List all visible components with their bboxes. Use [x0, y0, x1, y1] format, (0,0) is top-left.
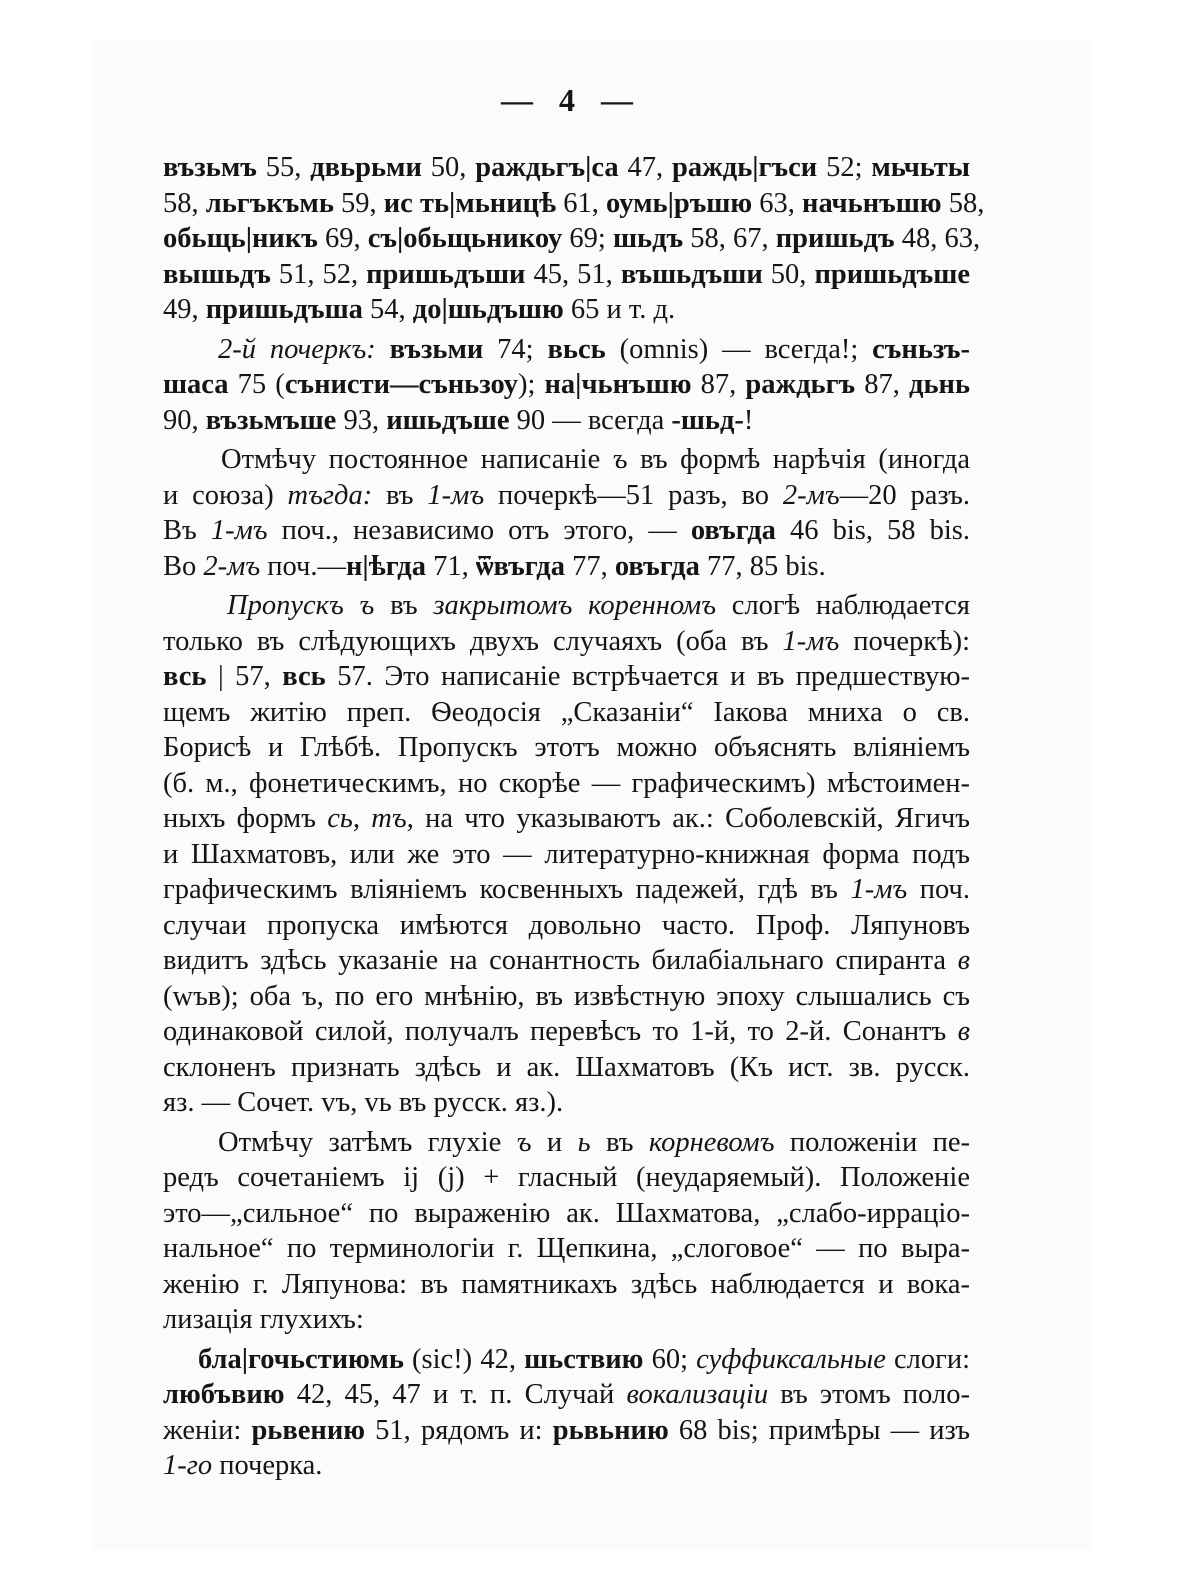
text-segment: только въ слѣдующихъ двухъ случаяхъ (оба въ: [163, 625, 783, 657]
slavonic-word: шьдъ: [612, 223, 684, 254]
text-line: [163, 478, 970, 514]
italic-text: в: [957, 1016, 970, 1047]
text-segment: 45, 51,: [525, 258, 621, 290]
slavonic-word: сънисти—съньзоу: [284, 369, 518, 400]
text-line: [163, 1377, 970, 1413]
text-segment: одинаковой силой, получалъ перевѣсъ то 1-й, то 2-й. Сонантъ: [163, 1016, 958, 1047]
text-segment: 90 — всегда: [509, 404, 672, 436]
text-segment: 46 bis, 58 bis.: [775, 515, 970, 546]
text-segment: 50,: [762, 258, 815, 290]
text-line: [163, 186, 985, 222]
slavonic-word: любъвию: [163, 1379, 285, 1410]
text-segment: поч.—: [260, 550, 346, 582]
slavonic-word: пришьдъше: [814, 258, 971, 290]
text-line: [163, 221, 981, 257]
italic-text: в: [957, 945, 970, 976]
text-segment: 68 bis; примѣры — изъ: [668, 1414, 970, 1446]
text-segment: 51, 52,: [270, 258, 367, 290]
text-line: [163, 367, 970, 403]
italic-text: сь, тъ,: [327, 803, 414, 834]
text-segment: 49,: [163, 294, 206, 325]
text-segment: 60;: [643, 1343, 697, 1375]
italic-text: 1-мъ: [782, 625, 840, 657]
text-segment: женіи:: [163, 1414, 252, 1446]
text-segment: 48, 63,: [894, 223, 981, 254]
text-segment: случаи пропуска имѣются довольно часто. Проф. Ляпуновъ: [163, 909, 970, 941]
text-segment: щемъ житію преп. Ѳеодосія „Сказаніи“ Іакова мниха о св.: [163, 696, 970, 728]
italic-text: тъгда:: [287, 479, 373, 511]
text-segment: ныхъ формъ: [163, 803, 328, 834]
text-line: [163, 1196, 970, 1232]
text-segment: 51, рядомъ и:: [365, 1414, 553, 1446]
slavonic-word: -шьд-: [671, 404, 744, 436]
text-segment: Борисѣ и Глѣбѣ. Пропускъ этотъ можно объяснять вліяніемъ: [163, 732, 970, 763]
text-segment: (omnis) — всегда!;: [605, 333, 873, 365]
slavonic-word: всь: [163, 661, 207, 692]
text-body: [163, 150, 985, 1488]
text-segment: 75 (: [228, 369, 285, 400]
slavonic-word: до|шьдъшю: [412, 294, 564, 325]
text-segment: редъ сочетаніемъ ij (j) + гласный (неударяемый). Положеніе: [163, 1162, 970, 1193]
italic-text: 2-мъ: [782, 479, 840, 511]
text-segment: въ формѣ нарѣчія (иногда: [627, 444, 970, 475]
italic-text: 1-мъ: [427, 479, 485, 511]
italic-text: закрытомъ коренномъ: [433, 590, 716, 621]
text-line: [163, 943, 970, 979]
text-segment: 50,: [421, 152, 476, 183]
text-segment: (б. м., фонетическимъ, но скорѣе — графическимъ) мѣстоимен-: [163, 767, 970, 799]
slavonic-word: овъгда: [614, 550, 700, 582]
slavonic-word: рьвьнию: [552, 1414, 669, 1446]
text-segment: въ: [372, 479, 428, 511]
text-segment: 61,: [556, 187, 607, 219]
text-segment: графическимъ вліяніемъ косвенныхъ падежей, гдѣ въ: [163, 874, 851, 905]
text-segment: 52;: [817, 152, 872, 183]
text-segment: Отмѣчу постоянное написаніе: [221, 444, 613, 475]
text-segment: и: [531, 1126, 578, 1158]
paragraph: [163, 1342, 970, 1484]
text-line: [163, 1302, 970, 1338]
text-segment: въ: [374, 590, 434, 621]
text-line: [163, 292, 970, 328]
slavonic-word: начьнъшю: [802, 187, 942, 219]
text-segment: 87,: [691, 369, 746, 400]
slavonic-word: пришьдъша: [205, 294, 363, 325]
text-segment: Въ: [163, 515, 211, 546]
slavonic-word: рьвению: [251, 1414, 366, 1446]
italic-text: 1-го: [163, 1450, 213, 1481]
paragraph: [163, 1125, 970, 1338]
text-line: [163, 1160, 970, 1196]
text-line: [163, 1413, 970, 1449]
text-segment: 58, 67,: [683, 223, 776, 254]
slavonic-word: ишьдъше: [386, 404, 510, 436]
text-segment: Во: [163, 550, 204, 582]
slavonic-word: шьствию: [524, 1343, 644, 1375]
text-segment: лизація глухихъ:: [163, 1304, 364, 1335]
text-segment: 54,: [362, 294, 413, 325]
text-line: [163, 1085, 970, 1121]
slavonic-word: съньзъ-: [872, 333, 970, 365]
page-number: — 4 —: [501, 82, 633, 118]
text-segment: (wъв); оба ъ, по его мнѣнію, въ извѣстную эпоху слышались съ: [163, 980, 970, 1012]
text-segment: и Шахматовъ, или же это — литературно-книжная форма подъ: [163, 838, 970, 870]
text-segment: | 57,: [206, 661, 283, 692]
slavonic-word: бла|гочьстиюмь: [198, 1343, 404, 1375]
text-segment: 57. Это написаніе встрѣчается и въ предшествую-: [325, 661, 970, 692]
text-segment: почеркѣ—51 разъ, во: [484, 479, 783, 511]
slavonic-word: съ|обьщьникоу: [367, 223, 563, 254]
paragraph: [163, 332, 970, 439]
slavonic-word: двьрьми: [310, 152, 422, 183]
slavonic-word: дьнь: [909, 369, 971, 400]
text-line: [163, 549, 970, 585]
text-segment: почерка.: [212, 1450, 323, 1481]
slavonic-word: възьмъше: [205, 404, 337, 436]
text-line: [163, 332, 970, 368]
text-segment: въ: [590, 1126, 649, 1158]
text-segment: на что указываютъ ак.: Соболевскій, Ягичъ: [413, 803, 970, 834]
italic-text: ъ: [612, 444, 628, 475]
slavonic-word: раждь|гъси: [672, 152, 818, 183]
text-line: [163, 695, 970, 731]
text-segment: это—„сильное“ по выраженію ак. Шахматова, „слабо-ирраціо-: [163, 1197, 970, 1229]
slavonic-word: мьчьты: [871, 152, 970, 183]
text-line: [163, 150, 970, 186]
italic-text: 2-й почеркъ:: [218, 333, 390, 365]
italic-text: корневомъ: [648, 1126, 775, 1158]
text-line: [163, 730, 970, 766]
italic-text: ъ: [516, 1126, 532, 1158]
text-segment: 59,: [333, 187, 384, 219]
text-line: [163, 1267, 970, 1303]
text-segment: слоги:: [885, 1343, 970, 1375]
slavonic-word: шаса: [163, 369, 229, 400]
italic-text: 1-мъ: [850, 874, 908, 905]
italic-text: ь: [577, 1126, 591, 1158]
text-line: [163, 908, 970, 944]
text-segment: Отмѣчу затѣмъ глухіе: [218, 1126, 517, 1158]
text-segment: 77,: [564, 550, 615, 582]
text-line: [163, 257, 970, 293]
text-segment: яз. — Сочет. vъ, vь въ русск. яз.).: [163, 1087, 564, 1118]
text-segment: поч.: [907, 874, 970, 905]
slavonic-word: възьмъ: [163, 152, 257, 183]
text-segment: );: [517, 369, 545, 400]
text-segment: 69;: [562, 223, 613, 254]
slavonic-word: вышьдъ: [163, 258, 271, 290]
slavonic-word: раждьгъ: [745, 369, 856, 400]
text-segment: 58,: [941, 187, 985, 219]
italic-text: Пропускъ ъ: [227, 590, 375, 621]
slavonic-word: овъгда: [690, 515, 776, 546]
text-line: [163, 659, 970, 695]
text-segment: 69,: [317, 223, 368, 254]
text-line: [163, 766, 970, 802]
slavonic-word: льгъкъмь: [205, 187, 334, 219]
text-segment: женію г. Ляпунова: въ памятникахъ здѣсь наблюдается и вока-: [163, 1268, 970, 1300]
text-segment: 77, 85 bis.: [699, 550, 826, 582]
italic-text: суффиксальные: [696, 1343, 886, 1375]
paragraph: [163, 442, 970, 584]
text-line: [163, 872, 970, 908]
text-segment: положеніи пе-: [774, 1126, 970, 1158]
italic-text: 2-мъ: [203, 550, 261, 582]
text-segment: поч., независимо отъ этого, —: [267, 515, 691, 546]
slavonic-word: пришьдъши: [366, 258, 526, 290]
text-line: [163, 837, 970, 873]
text-line: [163, 1014, 970, 1050]
slavonic-word: оумь|ръшю: [606, 187, 753, 219]
slavonic-word: вьсь: [547, 333, 606, 365]
slavonic-word: въшьдъши: [620, 258, 763, 290]
text-segment: 93,: [336, 404, 387, 436]
text-segment: 90,: [163, 404, 206, 436]
text-segment: 74;: [483, 333, 548, 365]
text-segment: !: [743, 404, 754, 436]
text-segment: —20 разъ.: [839, 479, 971, 511]
text-line: [163, 1342, 970, 1378]
text-segment: въ этомъ поло-: [768, 1379, 970, 1410]
slavonic-word: възьми: [389, 333, 484, 365]
paragraph: [163, 150, 985, 328]
text-segment: слогѣ наблюдается: [716, 590, 970, 621]
text-segment: нальное“ по терминологіи г. Щепкина, „слоговое“ — по выра-: [163, 1233, 970, 1264]
text-segment: 87,: [855, 369, 910, 400]
text-segment: 65 и т. д.: [563, 294, 676, 325]
text-segment: 42, 45, 47 и т. п. Случай: [284, 1379, 627, 1410]
text-segment: 47,: [618, 152, 673, 183]
text-segment: (sic!) 42,: [403, 1343, 525, 1375]
text-line: [163, 513, 970, 549]
paragraph: [163, 588, 970, 1121]
slavonic-word: раждьгъ|са: [475, 152, 619, 183]
text-line: [163, 624, 970, 660]
text-segment: почеркѣ):: [839, 625, 970, 657]
text-line: [163, 403, 970, 439]
italic-text: вокализаціи: [626, 1379, 769, 1410]
text-line: [163, 1125, 970, 1161]
text-segment: 71,: [425, 550, 476, 582]
text-line: [163, 801, 970, 837]
text-segment: 55,: [256, 152, 311, 183]
text-segment: видитъ здѣсь указаніе на сонантность билабіальнаго спиранта: [163, 945, 958, 976]
text-line: [163, 979, 970, 1015]
text-line: [163, 1231, 970, 1267]
slavonic-word: на|чьнъшю: [544, 369, 692, 400]
text-line: [163, 1050, 970, 1086]
text-line: [163, 442, 970, 478]
slavonic-word: обьщь|никъ: [163, 223, 318, 254]
text-segment: 63,: [752, 187, 803, 219]
slavonic-word: н|ѣгда: [345, 550, 426, 582]
text-line: [163, 1448, 970, 1484]
text-line: [163, 588, 970, 624]
italic-text: 1-мъ: [210, 515, 268, 546]
slavonic-word: всь: [282, 661, 326, 692]
slavonic-word: ис ть|мьницѣ: [383, 187, 557, 219]
text-segment: и союза): [163, 479, 288, 511]
text-segment: 58,: [163, 187, 206, 219]
slavonic-word: ѿвъгда: [475, 550, 565, 582]
text-segment: склоненъ признать здѣсь и ак. Шахматовъ (Къ ист. зв. русск.: [163, 1051, 970, 1083]
slavonic-word: пришьдъ: [775, 223, 895, 254]
